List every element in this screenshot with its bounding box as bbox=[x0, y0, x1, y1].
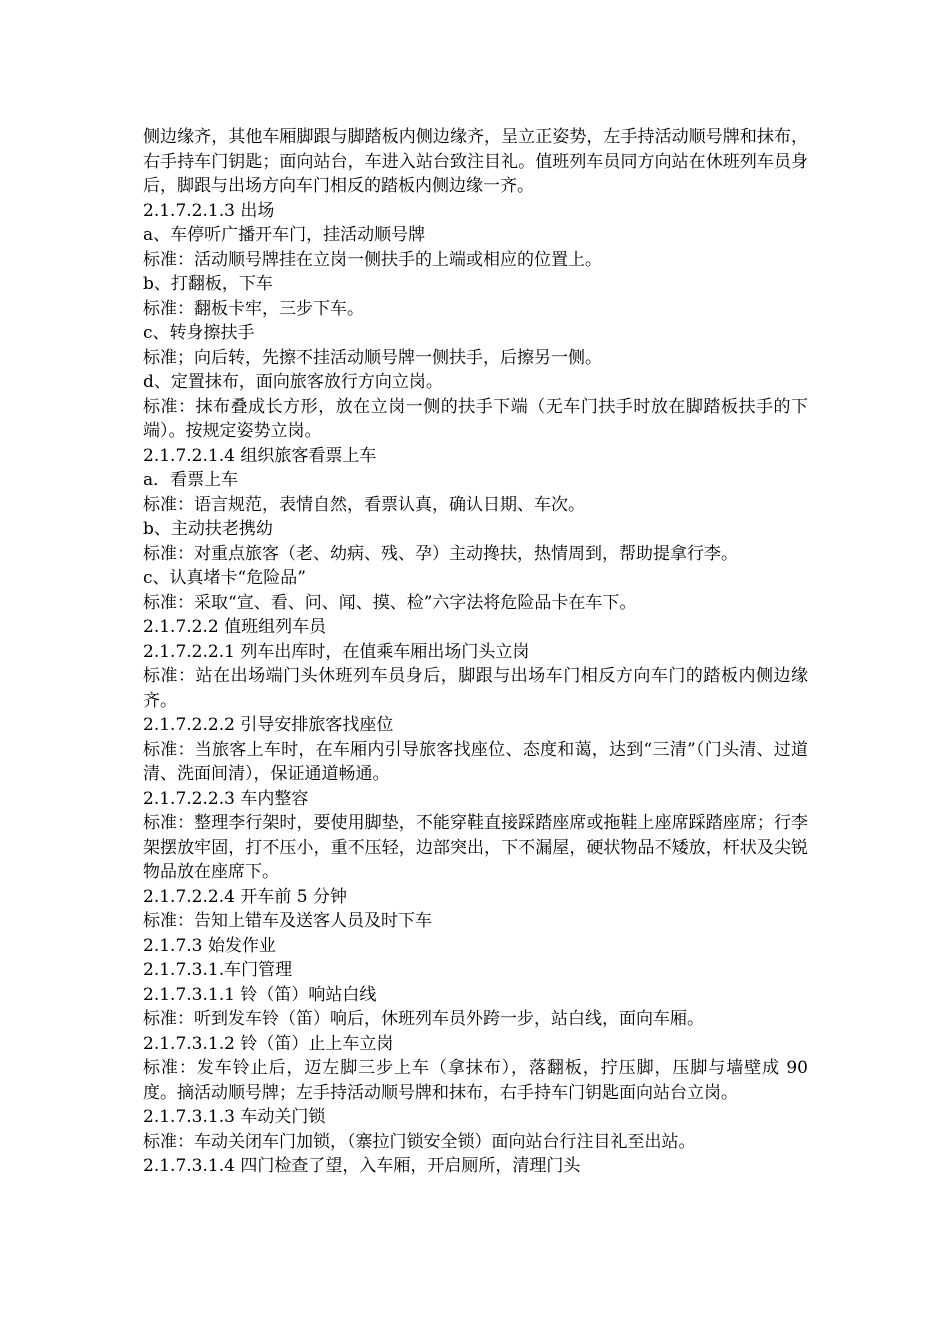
section-heading-ticket-check: 2.1.7.2.1.4 组织旅客看票上车 bbox=[143, 445, 377, 466]
standard-text: 标准：当旅客上车时，在车厢内引导旅客找座位、态度和蔼，达到“三清”（门头清、过道清、洗面间清），保证通道畅通。 bbox=[143, 739, 808, 784]
list-item-wipe-handrail: c、转身擦扶手 bbox=[143, 323, 255, 343]
standard-text: 标准：抹布叠成长方形，放在立岗一侧的扶手下端（无车门扶手时放在脚踏板扶手的下端）。按规定姿势立岗。 bbox=[143, 396, 808, 441]
standard-text: 标准：整理李行架时，要使用脚垫，不能穿鞋直接踩踏座席或拖鞋上座席踩踏座席；行李架摆放牢固，打不压小，重不压轻，边部突出，下不漏屋，硬状物品不矮放，杆状及尖锐物品放在座席下。 bbox=[143, 813, 808, 882]
section-heading-bell-white-line: 2.1.7.3.1.1 铃（笛）响站白线 bbox=[143, 984, 377, 1005]
section-heading-duty-crew: 2.1.7.2.2 值班组列车员 bbox=[143, 617, 327, 637]
list-item-open-door: a、车停听广播开车门，挂活动顺号牌 bbox=[143, 225, 426, 245]
paragraph-boarding-posture: 侧边缘齐，其他车厢脚跟与脚踏板内侧边缘齐，呈立正姿势，左手持活动顺号牌和抹布，右手持车门钥匙；面向站台，车进入站台致注目礼。值班列车员同方向站在休班列车员身后，脚跟与出场方向车门相反的踏板内侧边缘一齐。 bbox=[143, 127, 808, 196]
list-item-help-elderly: b、主动扶老携幼 bbox=[143, 519, 273, 539]
section-heading-departure: 2.1.7.3 始发作业 bbox=[143, 935, 276, 956]
standard-text: 标准：发车铃止后，迈左脚三步上车（拿抹布），落翻板，拧压脚，压脚与墙壁成 90 度。摘活动顺号牌；左手持活动顺号牌和抹布，右手持车门钥匙面向站台立岗。 bbox=[143, 1058, 808, 1103]
standard-text: 标准；向后转，先擦不挂活动顺号牌一侧扶手，后擦另一侧。 bbox=[143, 347, 602, 368]
list-item-dangerous-goods: c、认真堵卡“危险品” bbox=[143, 568, 306, 588]
section-heading-guide-seats: 2.1.7.2.2.2 引导安排旅客找座位 bbox=[143, 715, 394, 735]
section-heading-four-door-check: 2.1.7.3.1.4 四门检查了望，入车厢，开启厕所，清理门头 bbox=[143, 1156, 581, 1176]
section-heading-door-management: 2.1.7.3.1.车门管理 bbox=[143, 960, 293, 980]
standard-text: 标准：对重点旅客（老、幼病、残、孕）主动搀扶，热情周到，帮助提拿行李。 bbox=[143, 543, 738, 564]
standard-text: 标准：车动关闭车门加锁，（寨拉门锁安全锁）面向站台行注目礼至出站。 bbox=[143, 1131, 696, 1152]
standard-text: 标准：采取“宣、看、问、闻、摸、检”六字法将危险品卡在车下。 bbox=[143, 592, 637, 613]
section-heading-five-minutes: 2.1.7.2.2.4 开车前 5 分钟 bbox=[143, 886, 347, 907]
standard-text: 标准：语言规范，表情自然，看票认真，确认日期、车次。 bbox=[143, 494, 585, 515]
standard-text: 标准：听到发车铃（笛）响后，休班列车员外跨一步，站白线，面向车厢。 bbox=[143, 1009, 704, 1029]
standard-text: 标准：站在出场端门头休班列车员身后，脚跟与出场车门相反方向车门的踏板内侧边缘齐。 bbox=[143, 666, 808, 711]
section-heading-lock-door: 2.1.7.3.1.3 车动关门锁 bbox=[143, 1107, 326, 1127]
standard-text: 标准：翻板卡牢，三步下车。 bbox=[143, 298, 364, 319]
section-heading-bell-stop-board: 2.1.7.3.1.2 铃（笛）止上车立岗 bbox=[143, 1033, 394, 1054]
standard-text: 标准：活动顺号牌挂在立岗一侧扶手的上端或相应的位置上。 bbox=[143, 249, 602, 270]
section-heading-tidy-car: 2.1.7.2.2.3 车内整容 bbox=[143, 788, 309, 809]
document-body bbox=[143, 125, 808, 1179]
section-heading-exit: 2.1.7.2.1.3 出场 bbox=[143, 200, 275, 221]
list-item-place-cloth: d、定置抹布，面向旅客放行方向立岗。 bbox=[143, 372, 443, 392]
list-item-check-tickets: a．看票上车 bbox=[143, 470, 239, 490]
standard-text: 标准：告知上错车及送客人员及时下车 bbox=[143, 911, 432, 931]
list-item-flip-board: b、打翻板，下车 bbox=[143, 274, 273, 294]
section-heading-depot-exit: 2.1.7.2.2.1 列车出库时，在值乘车厢出场门头立岗 bbox=[143, 641, 530, 662]
